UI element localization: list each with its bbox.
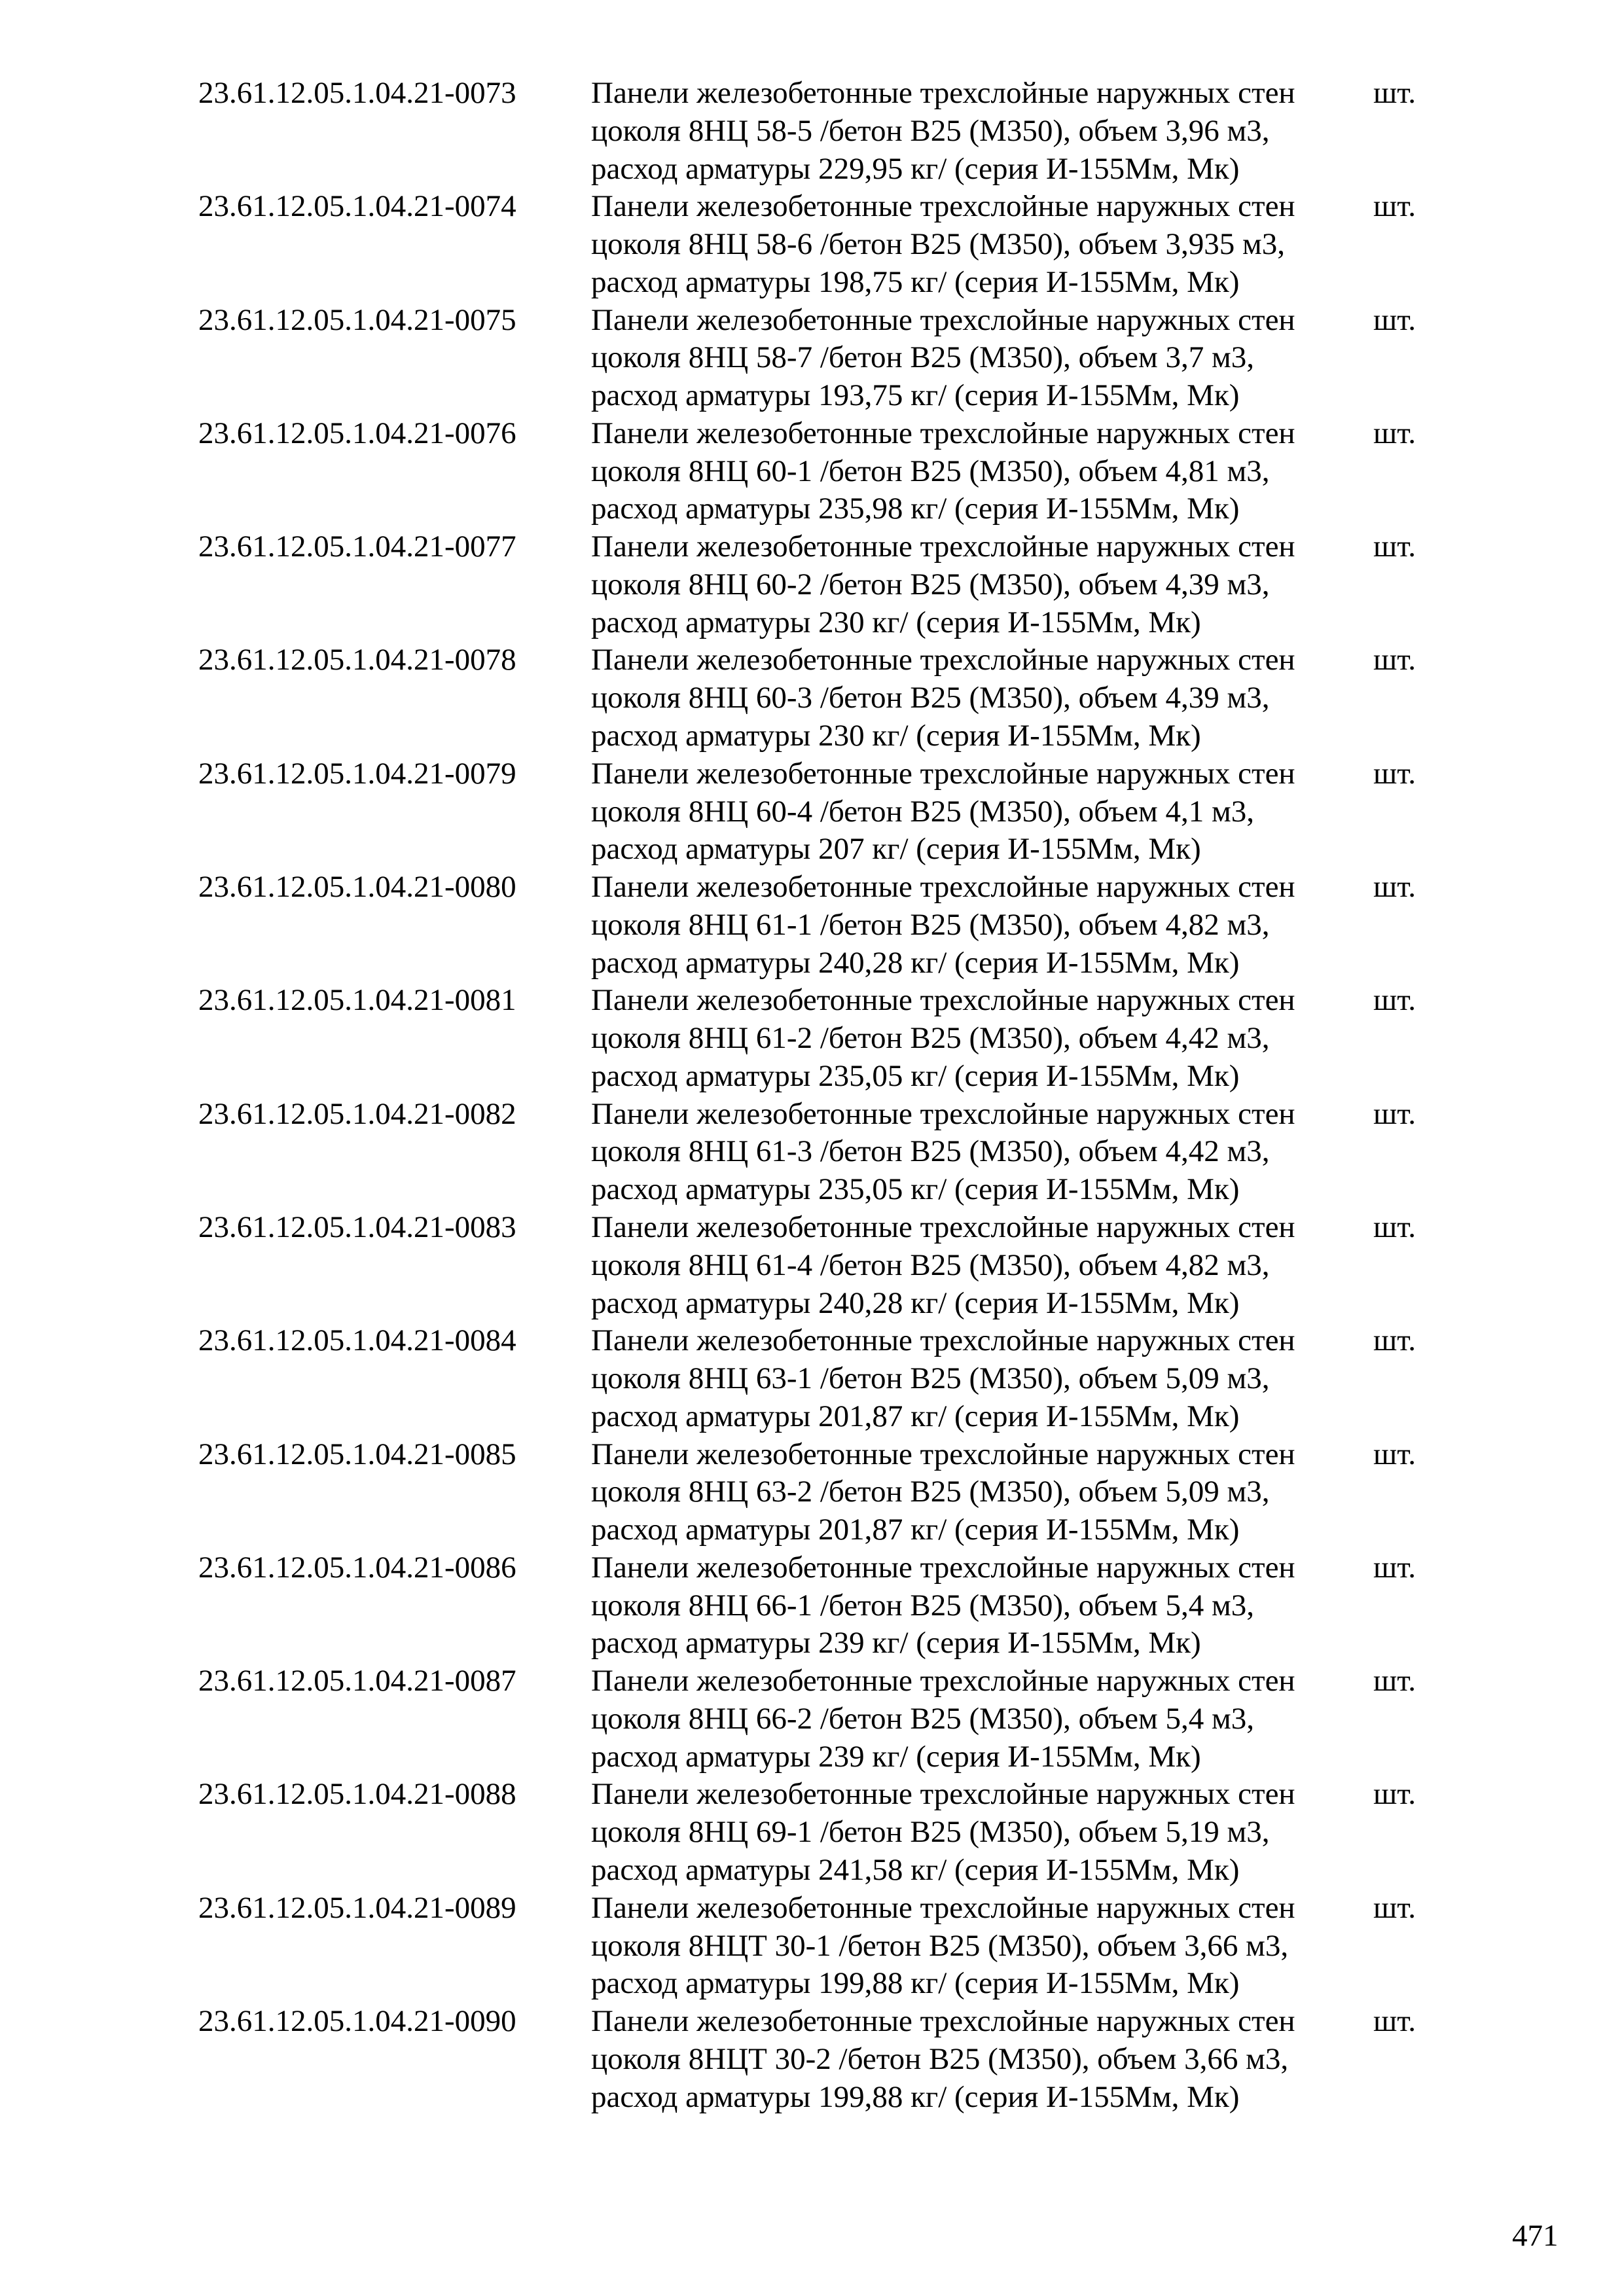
unit-of-measure: шт. [1373, 643, 1416, 677]
unit-of-measure: шт. [1373, 1550, 1416, 1585]
resource-code: 23.61.12.05.1.04.21-0085 [198, 1437, 516, 1471]
description-line: расход арматуры 230 кг/ (серия И-155Мм, Мк) [591, 605, 1201, 639]
description-line: расход арматуры 198,75 кг/ (серия И-155Мм, Мк) [591, 264, 1240, 299]
resource-description [591, 302, 1344, 415]
list-item [198, 188, 1442, 301]
resource-code: 23.61.12.05.1.04.21-0073 [198, 76, 516, 110]
list-item [198, 1209, 1442, 1322]
description-line: Панели железобетонные трехслойные наружных стен [591, 189, 1295, 224]
resource-description [591, 755, 1344, 869]
unit-of-measure: шт. [1373, 1210, 1416, 1244]
description-line: расход арматуры 193,75 кг/ (серия И-155Мм, Мк) [591, 378, 1240, 413]
description-line: Панели железобетонные трехслойные наружных стен [591, 1096, 1295, 1131]
description-line: цоколя 8НЦ 60-1 /бетон В25 (М350), объем 4,81 м3, [591, 454, 1270, 488]
description-line: Панели железобетонные трехслойные наружных стен [591, 529, 1295, 564]
list-item [198, 2003, 1442, 2116]
description-line: расход арматуры 207 кг/ (серия И-155Мм, Мк) [591, 832, 1201, 867]
resource-description [591, 869, 1344, 982]
resource-description [591, 415, 1344, 528]
description-line: расход арматуры 201,87 кг/ (серия И-155Мм, Мк) [591, 1399, 1240, 1433]
description-line: расход арматуры 239 кг/ (серия И-155Мм, Мк) [591, 1626, 1201, 1660]
description-line: цоколя 8НЦ 66-1 /бетон В25 (М350), объем 5,4 м3, [591, 1588, 1254, 1623]
resource-description [591, 1322, 1344, 1435]
list-item [198, 982, 1442, 1095]
description-line: расход арматуры 235,05 кг/ (серия И-155Мм, Мк) [591, 1058, 1240, 1093]
resource-code: 23.61.12.05.1.04.21-0084 [198, 1323, 516, 1358]
list-item [198, 528, 1442, 641]
resource-description [591, 1096, 1344, 1209]
description-line: расход арматуры 240,28 кг/ (серия И-155Мм, Мк) [591, 945, 1240, 980]
description-line: цоколя 8НЦ 61-2 /бетон В25 (М350), объем 4,42 м3, [591, 1021, 1270, 1056]
unit-of-measure: шт. [1373, 1323, 1416, 1358]
list-item [198, 302, 1442, 415]
description-line: расход арматуры 240,28 кг/ (серия И-155Мм, Мк) [591, 1285, 1240, 1320]
unit-of-measure: шт. [1373, 870, 1416, 905]
description-line: цоколя 8НЦ 58-5 /бетон В25 (М350), объем 3,96 м3, [591, 113, 1270, 148]
description-line: цоколя 8НЦ 60-3 /бетон В25 (М350), объем 4,39 м3, [591, 681, 1270, 715]
description-line: цоколя 8НЦ 61-4 /бетон В25 (М350), объем 4,82 м3, [591, 1247, 1270, 1282]
unit-of-measure: шт. [1373, 1664, 1416, 1698]
description-line: цоколя 8НЦ 58-7 /бетон В25 (М350), объем 3,7 м3, [591, 340, 1254, 375]
resource-code: 23.61.12.05.1.04.21-0077 [198, 529, 516, 564]
list-item [198, 1776, 1442, 1889]
resource-code: 23.61.12.05.1.04.21-0076 [198, 416, 516, 450]
resource-code: 23.61.12.05.1.04.21-0078 [198, 643, 516, 677]
description-line: Панели железобетонные трехслойные наружных стен [591, 983, 1295, 1018]
description-line: Панели железобетонные трехслойные наружных стен [591, 643, 1295, 677]
resource-code: 23.61.12.05.1.04.21-0086 [198, 1550, 516, 1585]
list-item [198, 1662, 1442, 1776]
list-item [198, 415, 1442, 528]
description-line: расход арматуры 199,88 кг/ (серия И-155Мм, Мк) [591, 1966, 1240, 2001]
list-item [198, 75, 1442, 188]
description-line: Панели железобетонные трехслойные наружных стен [591, 76, 1295, 110]
resource-code: 23.61.12.05.1.04.21-0087 [198, 1664, 516, 1698]
resource-code: 23.61.12.05.1.04.21-0079 [198, 756, 516, 791]
description-line: цоколя 8НЦ 60-2 /бетон В25 (М350), объем 4,39 м3, [591, 567, 1270, 601]
description-line: Панели железобетонные трехслойные наружных стен [591, 1664, 1295, 1698]
description-line: расход арматуры 241,58 кг/ (серия И-155Мм, Мк) [591, 1853, 1240, 1888]
description-line: цоколя 8НЦ 61-1 /бетон В25 (М350), объем 4,82 м3, [591, 907, 1270, 942]
resource-code: 23.61.12.05.1.04.21-0081 [198, 983, 516, 1018]
unit-of-measure: шт. [1373, 189, 1416, 224]
description-line: Панели железобетонные трехслойные наружных стен [591, 1777, 1295, 1812]
unit-of-measure: шт. [1373, 416, 1416, 450]
resource-description [591, 982, 1344, 1095]
description-line: цоколя 8НЦ 69-1 /бетон В25 (М350), объем 5,19 м3, [591, 1815, 1270, 1850]
resource-code: 23.61.12.05.1.04.21-0075 [198, 302, 516, 337]
description-line: цоколя 8НЦ 60-4 /бетон В25 (М350), объем 4,1 м3, [591, 794, 1254, 829]
list-item [198, 641, 1442, 755]
description-line: расход арматуры 230 кг/ (серия И-155Мм, Мк) [591, 719, 1201, 753]
resource-description [591, 2003, 1344, 2116]
resource-description [591, 1209, 1344, 1322]
description-line: Панели железобетонные трехслойные наружных стен [591, 2004, 1295, 2039]
unit-of-measure: шт. [1373, 529, 1416, 564]
list-item [198, 1549, 1442, 1662]
description-line: цоколя 8НЦТ 30-1 /бетон В25 (М350), объем 3,66 м3, [591, 1928, 1289, 1963]
unit-of-measure: шт. [1373, 756, 1416, 791]
resource-code: 23.61.12.05.1.04.21-0074 [198, 189, 516, 224]
resource-code: 23.61.12.05.1.04.21-0082 [198, 1096, 516, 1131]
description-line: расход арматуры 235,98 кг/ (серия И-155Мм, Мк) [591, 492, 1240, 526]
description-line: Панели железобетонные трехслойные наружных стен [591, 302, 1295, 337]
description-line: цоколя 8НЦ 58-6 /бетон В25 (М350), объем 3,935 м3, [591, 227, 1285, 262]
unit-of-measure: шт. [1373, 302, 1416, 337]
resource-code: 23.61.12.05.1.04.21-0088 [198, 1777, 516, 1812]
description-line: Панели железобетонные трехслойные наружных стен [591, 756, 1295, 791]
description-line: расход арматуры 239 кг/ (серия И-155Мм, Мк) [591, 1739, 1201, 1774]
description-line: Панели железобетонные трехслойные наружных стен [591, 1890, 1295, 1925]
resource-description [591, 1436, 1344, 1549]
resource-description [591, 1662, 1344, 1776]
resource-description [591, 1890, 1344, 2003]
list-item [198, 755, 1442, 869]
description-line: Панели железобетонные трехслойные наружных стен [591, 416, 1295, 450]
page-number: 471 [1512, 2219, 1559, 2253]
resource-code: 23.61.12.05.1.04.21-0083 [198, 1210, 516, 1244]
unit-of-measure: шт. [1373, 1777, 1416, 1812]
resource-description [591, 528, 1344, 641]
description-line: Панели железобетонные трехслойные наружных стен [591, 1550, 1295, 1585]
description-line: расход арматуры 201,87 кг/ (серия И-155Мм, Мк) [591, 1513, 1240, 1547]
unit-of-measure: шт. [1373, 1096, 1416, 1131]
resource-description [591, 1776, 1344, 1889]
description-line: Панели железобетонные трехслойные наружных стен [591, 1210, 1295, 1244]
description-line: Панели железобетонные трехслойные наружных стен [591, 1437, 1295, 1471]
list-item [198, 1436, 1442, 1549]
resource-code: 23.61.12.05.1.04.21-0089 [198, 1890, 516, 1925]
unit-of-measure: шт. [1373, 76, 1416, 110]
description-line: Панели железобетонные трехслойные наружных стен [591, 1323, 1295, 1358]
resource-description [591, 188, 1344, 301]
description-line: цоколя 8НЦ 63-1 /бетон В25 (М350), объем 5,09 м3, [591, 1361, 1270, 1396]
description-line: цоколя 8НЦ 63-2 /бетон В25 (М350), объем 5,09 м3, [591, 1475, 1270, 1509]
resource-description [591, 75, 1344, 188]
resource-description [591, 641, 1344, 755]
resource-code: 23.61.12.05.1.04.21-0090 [198, 2004, 516, 2039]
resource-list [198, 75, 1442, 2116]
description-line: цоколя 8НЦТ 30-2 /бетон В25 (М350), объем 3,66 м3, [591, 2041, 1289, 2076]
list-item [198, 869, 1442, 982]
description-line: расход арматуры 235,05 кг/ (серия И-155Мм, Мк) [591, 1172, 1240, 1207]
unit-of-measure: шт. [1373, 1890, 1416, 1925]
resource-description [591, 1549, 1344, 1662]
description-line: расход арматуры 199,88 кг/ (серия И-155Мм, Мк) [591, 2079, 1240, 2114]
description-line: Панели железобетонные трехслойные наружных стен [591, 870, 1295, 905]
list-item [198, 1322, 1442, 1435]
resource-code: 23.61.12.05.1.04.21-0080 [198, 870, 516, 905]
unit-of-measure: шт. [1373, 1437, 1416, 1471]
unit-of-measure: шт. [1373, 2004, 1416, 2039]
list-item [198, 1096, 1442, 1209]
description-line: цоколя 8НЦ 61-3 /бетон В25 (М350), объем 4,42 м3, [591, 1134, 1270, 1169]
list-item [198, 1890, 1442, 2003]
description-line: расход арматуры 229,95 кг/ (серия И-155Мм, Мк) [591, 151, 1240, 186]
description-line: цоколя 8НЦ 66-2 /бетон В25 (М350), объем 5,4 м3, [591, 1701, 1254, 1736]
unit-of-measure: шт. [1373, 983, 1416, 1018]
